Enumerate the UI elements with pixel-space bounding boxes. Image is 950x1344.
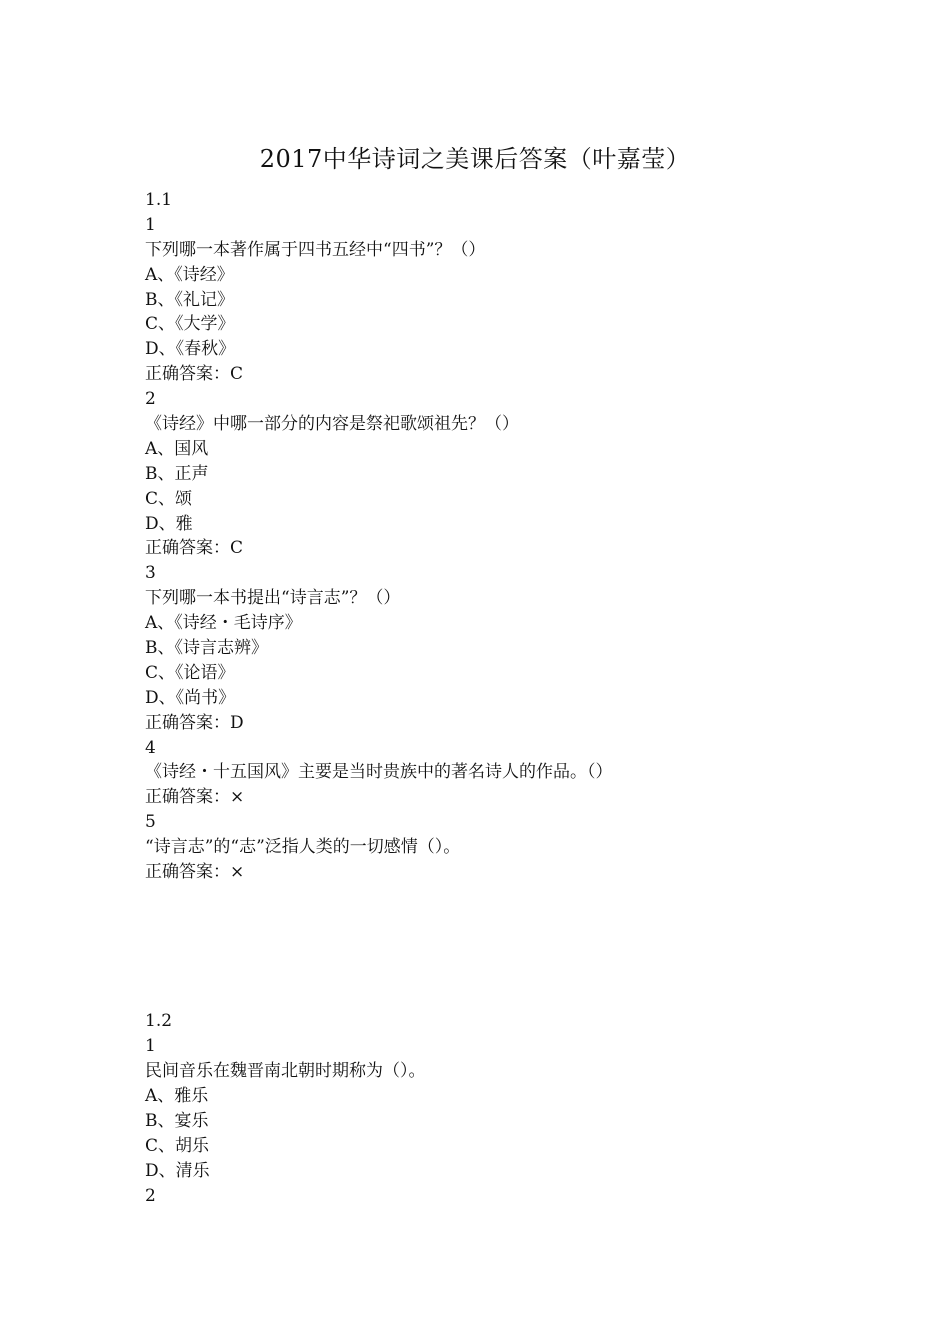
section-label: 1.2	[145, 1011, 173, 1032]
option-c: C、颂	[145, 488, 193, 509]
option-b: B、宴乐	[145, 1111, 209, 1131]
option-c: C、《论语》	[145, 662, 235, 683]
section-spacer	[145, 885, 845, 1010]
question-text: 《诗经》中哪一部分的内容是祭祀歌颂祖先？（）	[145, 414, 519, 435]
question-number: 2	[145, 389, 156, 410]
question-number: 5	[145, 812, 156, 833]
answer-line: 正确答案：C	[145, 538, 244, 559]
option-d: D、《尚书》	[145, 687, 236, 708]
question-number: 2	[145, 1185, 156, 1206]
option-d: D、《春秋》	[145, 339, 236, 360]
answer-line: 正确答案：×	[145, 862, 245, 883]
option-c: C、《大学》	[145, 314, 235, 335]
document-body	[145, 188, 845, 1209]
section-label: 1.1	[145, 190, 173, 210]
question-text: 下列哪一本书提出“诗言志”？（）	[145, 588, 401, 609]
question-number: 3	[145, 563, 156, 584]
question-number: 1	[145, 1036, 156, 1057]
option-b: B、正声	[145, 463, 209, 484]
question-text: “诗言志”的“志”泛指人类的一切感情（）。	[145, 837, 461, 858]
answer-line: 正确答案：C	[145, 364, 244, 385]
answer-line: 正确答案：×	[145, 787, 245, 808]
answer-line: 正确答案：D	[145, 712, 244, 733]
option-b: B、《礼记》	[145, 289, 234, 310]
option-a: A、《诗经・毛诗序》	[145, 613, 302, 634]
option-a: A、国风	[145, 438, 209, 459]
page-title: 2017中华诗词之美课后答案（叶嘉莹）	[259, 145, 691, 173]
option-a: A、《诗经》	[145, 264, 234, 285]
option-b: B、《诗言志辨》	[145, 638, 268, 659]
question-text: 《诗经・十五国风》主要是当时贵族中的著名诗人的作品。（）	[145, 762, 613, 783]
option-d: D、雅	[145, 513, 193, 534]
question-number: 1	[145, 214, 156, 235]
question-text: 民间音乐在魏晋南北朝时期称为（）。	[145, 1061, 426, 1082]
question-number: 4	[145, 737, 156, 758]
option-a: A、雅乐	[145, 1086, 209, 1107]
question-text: 下列哪一本著作属于四书五经中“四书”？（）	[145, 239, 486, 260]
option-c: C、胡乐	[145, 1135, 210, 1156]
option-d: D、清乐	[145, 1160, 210, 1181]
